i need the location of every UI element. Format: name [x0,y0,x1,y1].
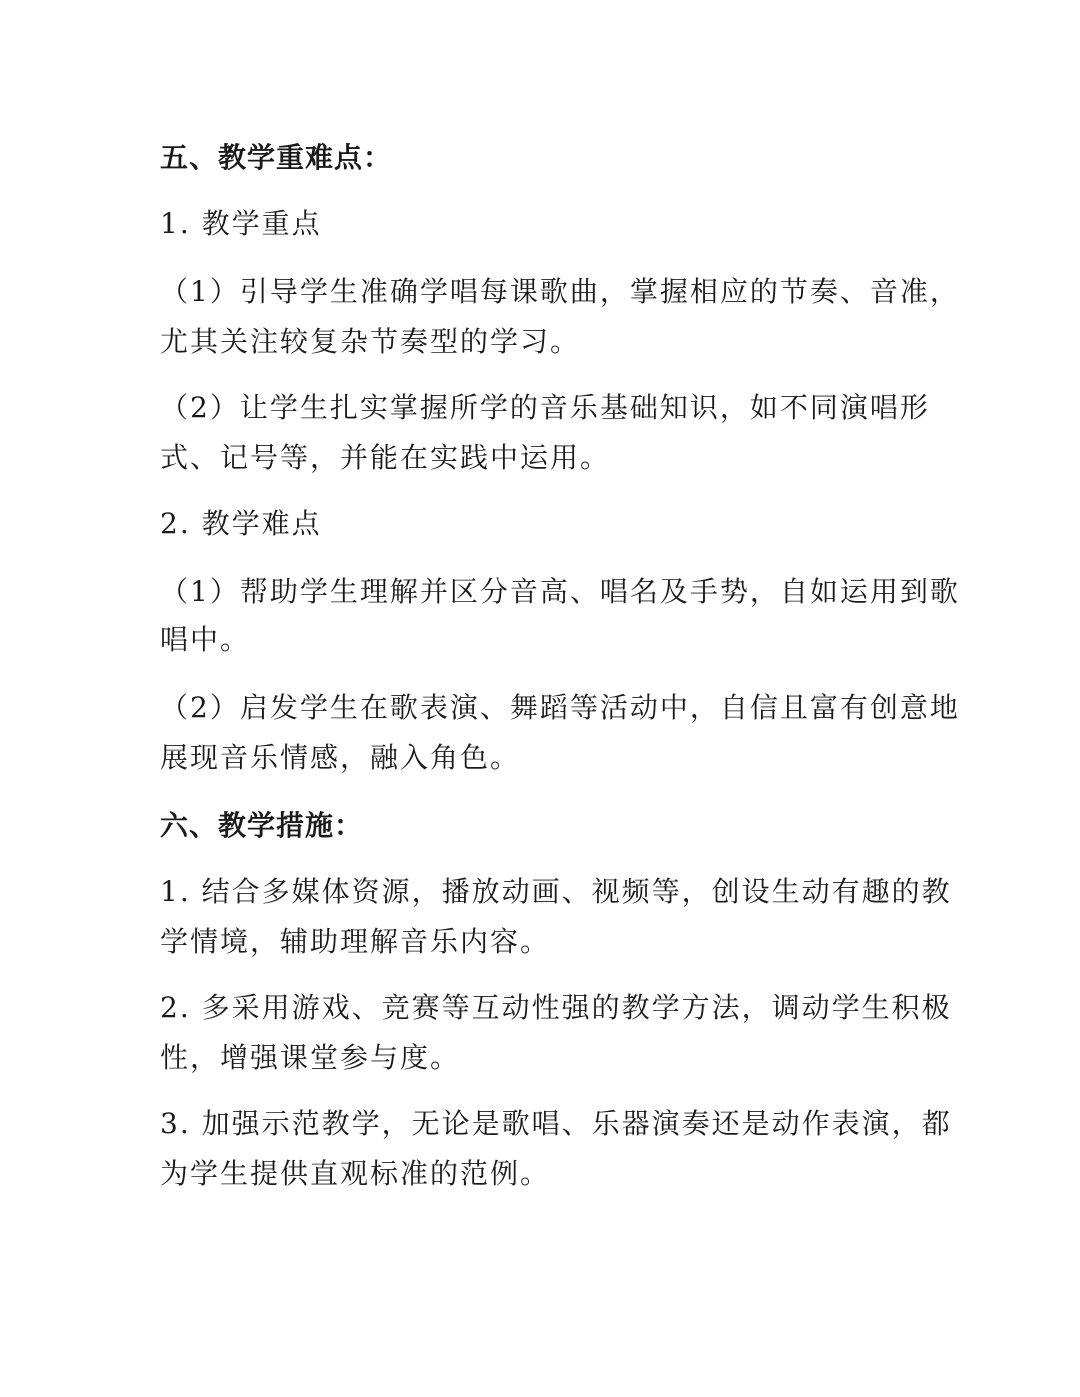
difficulty-2-line-1: （2）启发学生在歌表演、舞蹈等活动中，自信且富有创意地 [160,691,960,724]
measure-2-line-1: 2. 多采用游戏、竞赛等互动性强的教学方法，调动学生积极 [160,991,952,1024]
measure-1-line-2: 学情境，辅助理解音乐内容。 [160,925,551,958]
section-heading-measures: 六、教学措施： [160,809,364,842]
measure-1-line-1: 1. 结合多媒体资源，播放动画、视频等，创设生动有趣的教 [160,875,952,908]
key-point-2-line-2: 式、记号等，并能在实践中运用。 [160,441,611,474]
section-heading-difficulties: 五、教学重难点： [160,141,393,174]
measure-3-line-1: 3. 加强示范教学，无论是歌唱、乐器演奏还是动作表演，都 [160,1107,952,1140]
subheading-key-points: 1. 教学重点 [160,207,322,240]
key-point-2-line-1: （2）让学生扎实掌握所学的音乐基础知识，如不同演唱形 [160,391,930,424]
measure-2-line-2: 性，增强课堂参与度。 [160,1041,461,1074]
difficulty-1-line-2: 唱中。 [160,623,251,656]
measure-3-line-2: 为学生提供直观标准的范例。 [160,1157,551,1190]
subheading-difficulties: 2. 教学难点 [160,507,322,540]
key-point-1-line-1: （1）引导学生准确学唱每课歌曲，掌握相应的节奏、音准， [160,275,960,308]
difficulty-1-line-1: （1）帮助学生理解并区分音高、唱名及手势，自如运用到歌 [160,575,960,608]
key-point-1-line-2: 尤其关注较复杂节奏型的学习。 [160,325,581,358]
difficulty-2-line-2: 展现音乐情感，融入角色。 [160,741,521,774]
